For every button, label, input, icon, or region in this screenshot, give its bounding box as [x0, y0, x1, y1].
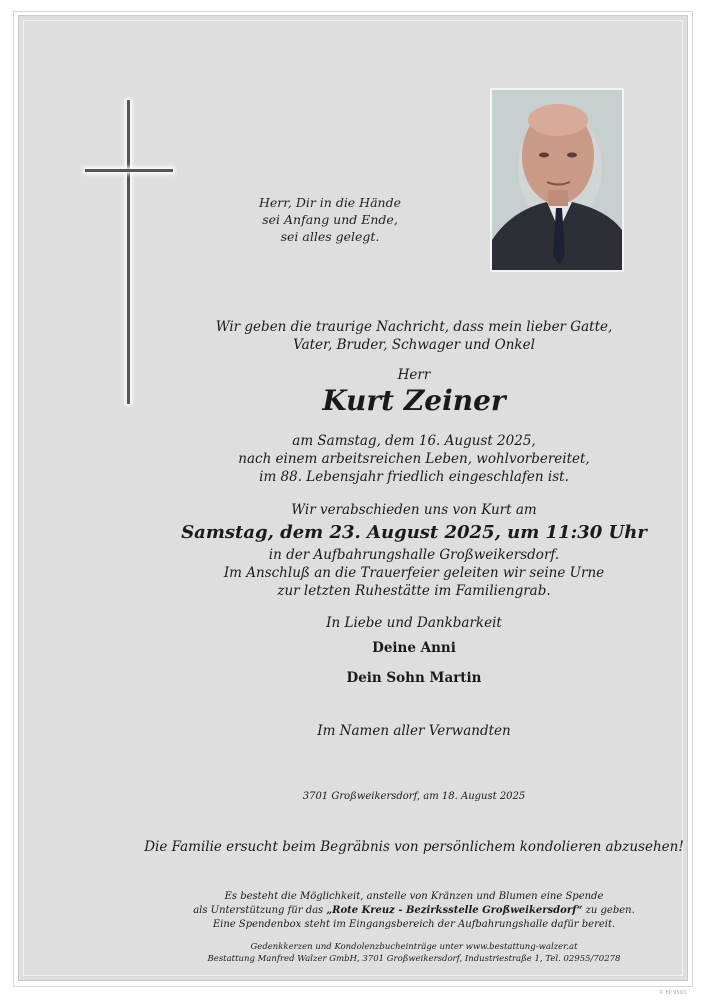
death-notice — [100, 432, 706, 486]
portrait-image — [492, 90, 622, 270]
condolence-request: Die Familie ersucht beim Begräbnis von persönlichem kondolieren abzusehen! — [144, 839, 684, 855]
death-line: im 88. Lebensjahr friedlich eingeschlafen ist. — [259, 469, 569, 485]
funeral-details — [100, 546, 706, 600]
death-line: am Samstag, dem 16. August 2025, — [292, 433, 536, 449]
red-cross-name: „Rote Kreuz - Bezirksstelle Großweikersdorf“ — [326, 905, 583, 916]
cross-icon — [127, 100, 130, 404]
footer — [100, 941, 706, 965]
funeral-date: Samstag, dem 23. August 2025, um 11:30 Uhr — [181, 522, 647, 543]
donation-line: Eine Spendenbox steht im Eingangsbereich der Aufbahrungshalle dafür bereit. — [212, 919, 616, 930]
death-line: nach einem arbeitsreichen Leben, wohlvorbereitet, — [238, 451, 590, 467]
mourner: Deine Anni — [372, 640, 456, 656]
place-date: 3701 Großweikersdorf, am 18. August 2025 — [302, 791, 526, 802]
donation-line: Es besteht die Möglichkeit, anstelle von Kränzen und Blumen eine Spende — [224, 891, 604, 902]
love-line: In Liebe und Dankbarkeit — [326, 615, 502, 631]
deceased-name: Kurt Zeiner — [322, 384, 506, 417]
donation-line: als Unterstützung für das „Rote Kreuz - Bezirksstelle Großweikersdorf“ zu geben. — [193, 905, 635, 916]
intro-text — [100, 318, 706, 354]
mourner: Dein Sohn Martin — [346, 670, 482, 686]
portrait-photo — [490, 88, 624, 272]
cross-bar — [85, 169, 173, 172]
funeral-line: zur letzten Ruhestätte im Familiengrab. — [277, 583, 551, 599]
watermark: © EP 9593 — [658, 990, 686, 996]
verse-line: sei alles gelegt. — [280, 229, 380, 244]
footer-line: Bestattung Manfred Walzer GmbH, 3701 Großweikersdorf, Industriestraße 1, Tel. 02955/70278 — [207, 954, 621, 964]
funeral-line: in der Aufbahrungshalle Großweikersdorf. — [268, 547, 560, 563]
funeral-line: Im Anschluß an die Trauerfeier geleiten wir seine Urne — [223, 565, 605, 581]
donation-notice — [100, 890, 706, 932]
relatives: Im Namen aller Verwandten — [317, 723, 511, 739]
honorific: Herr — [397, 367, 431, 383]
verse-line: sei Anfang und Ende, — [262, 212, 398, 227]
intro-line: Wir geben die traurige Nachricht, dass mein lieber Gatte, — [215, 319, 613, 335]
footer-line: Gedenkkerzen und Kondolenzbucheinträge unter www.bestattung-walzer.at — [250, 942, 578, 952]
intro-line: Vater, Bruder, Schwager und Onkel — [293, 337, 535, 353]
farewell-intro: Wir verabschieden uns von Kurt am — [291, 502, 537, 518]
verse-line: Herr, Dir in die Hände — [259, 195, 401, 210]
verse — [240, 194, 420, 245]
